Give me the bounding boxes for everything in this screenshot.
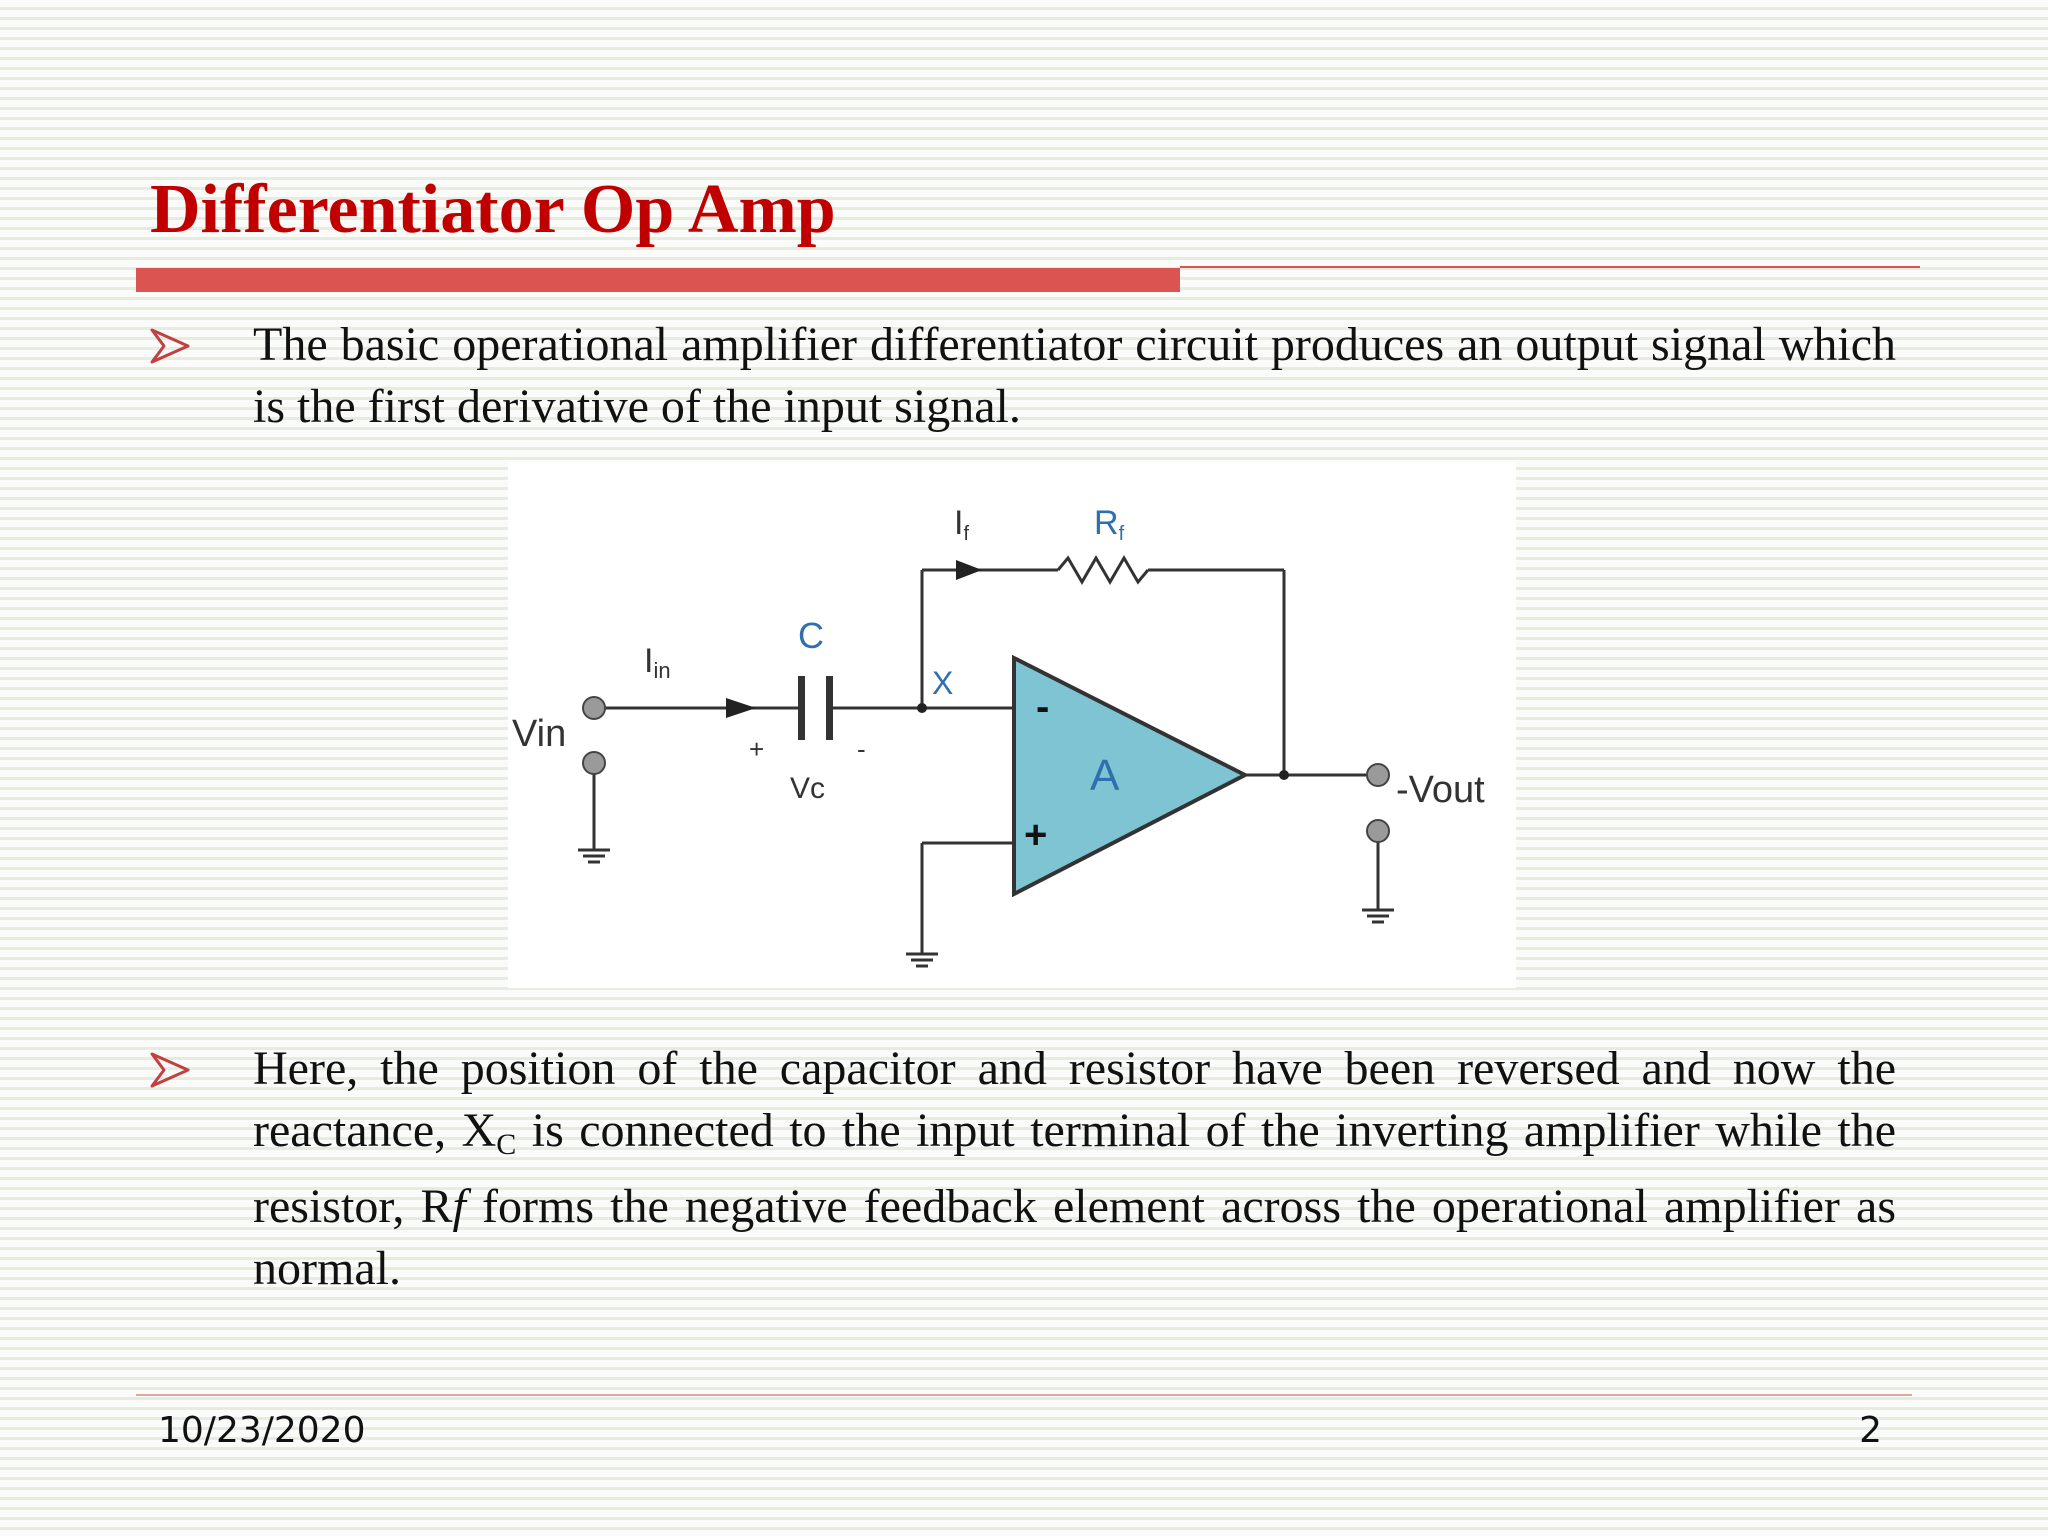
- ground-icon: [906, 954, 938, 966]
- label-rf: Rf: [1094, 504, 1125, 545]
- bullet-text-2: Here, the position of the capacitor and resistor have been reversed and now the reactance, $X_C$ is connected to the input terminal of the inverting amplifier while the resistor, Rf forms the negative feedback element across the operational amplifier as normal.: [253, 1042, 1896, 1295]
- slide-title: Differentiator Op Amp: [150, 171, 836, 248]
- footer-date: 10/23/2020: [158, 1410, 366, 1451]
- ground-icon: [1362, 910, 1394, 922]
- label-vout: -Vout: [1396, 769, 1485, 811]
- page-number: 2: [1859, 1410, 1882, 1451]
- label-x: X: [932, 665, 954, 701]
- title-underline-thick: [136, 268, 1180, 292]
- label-c: C: [798, 615, 824, 656]
- label-cap-plus: +: [749, 734, 765, 764]
- label-vc: Vc: [790, 772, 826, 805]
- bullet-text-1: The basic operational amplifier differentiator circuit produces an output signal which is the first derivative of the input signal.: [253, 318, 1896, 433]
- footer-divider: [136, 1394, 1912, 1396]
- ground-icon: [578, 850, 610, 862]
- bullet-arrow-icon: [148, 1050, 192, 1090]
- label-if: If: [954, 504, 970, 545]
- label-noninverting-input: +: [1024, 813, 1048, 857]
- label-a: A: [1090, 751, 1120, 800]
- label-cap-minus: -: [857, 734, 866, 764]
- title-underline-thin: [1180, 266, 1920, 268]
- label-vin: Vin: [512, 713, 567, 755]
- bullet-arrow-icon: [148, 326, 192, 366]
- differentiator-circuit-diagram: [508, 462, 1516, 988]
- label-iin: Iin: [644, 642, 671, 683]
- label-inverting-input: -: [1036, 685, 1050, 729]
